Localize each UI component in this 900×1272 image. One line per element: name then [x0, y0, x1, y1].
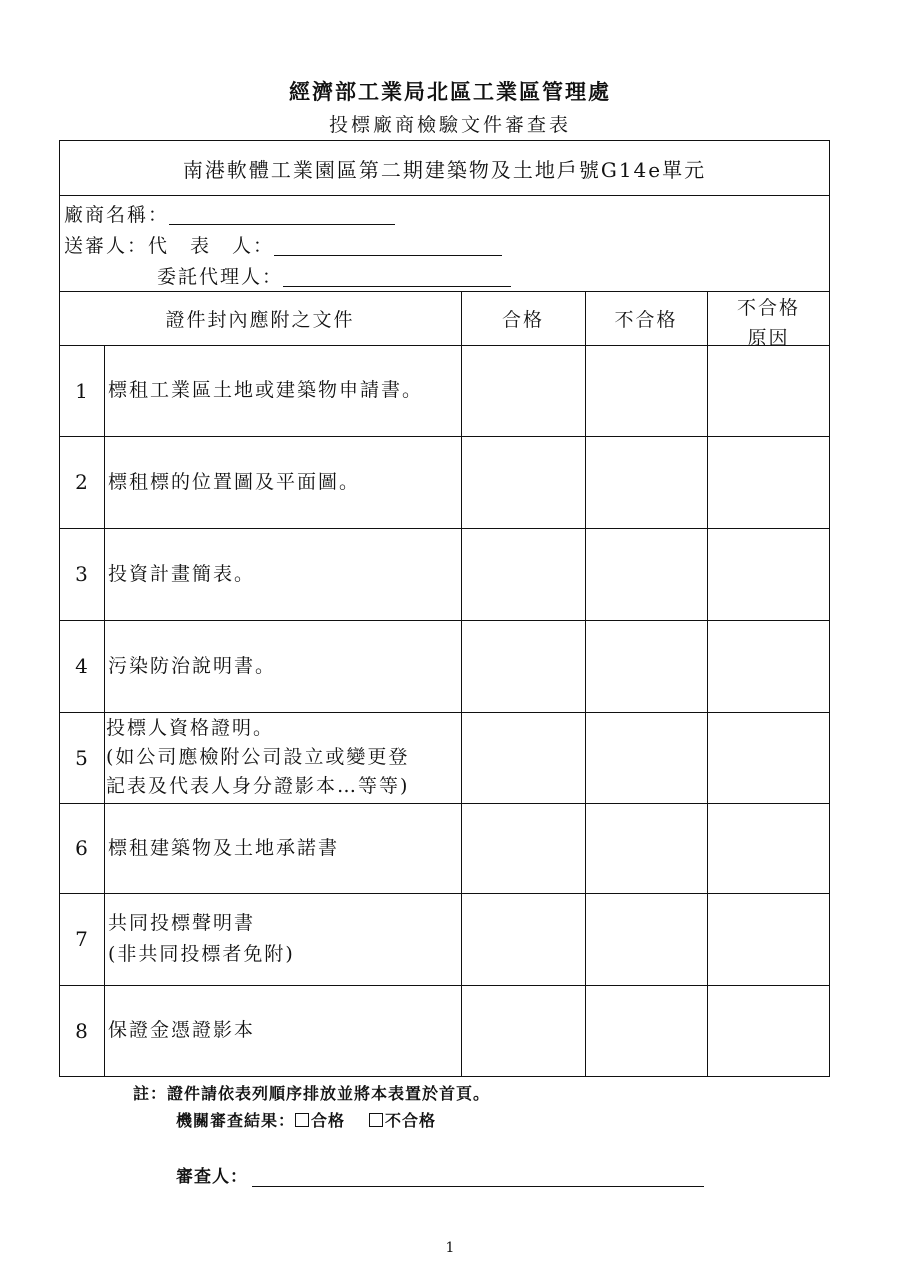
agent-blank[interactable] — [283, 264, 511, 287]
review-result — [176, 1108, 436, 1131]
row-number: 7 — [75, 927, 88, 951]
row-document — [108, 436, 458, 528]
vendor-name-label: 廠商名稱： — [64, 204, 170, 226]
reviewer-field[interactable] — [176, 1162, 704, 1187]
row-number: 6 — [75, 836, 88, 860]
divider — [104, 345, 105, 1076]
document-text: 投標人資格證明。 — [106, 717, 275, 739]
row-number: 1 — [75, 378, 88, 403]
document-text: 標租標的位置圖及平面圖。 — [108, 470, 361, 493]
row-number: 5 — [75, 745, 88, 770]
row-number: 8 — [75, 1018, 88, 1043]
row-document — [108, 803, 458, 893]
header-pass: 合格 — [501, 308, 544, 331]
row-document — [106, 712, 460, 803]
header-fail: 不合格 — [614, 308, 678, 331]
reviewer-blank[interactable] — [252, 1164, 704, 1187]
document-text: 投資計畫簡表。 — [108, 562, 256, 585]
form-title: 投標廠商檢驗文件審查表 — [328, 114, 571, 136]
row-document — [108, 345, 458, 436]
representative-blank[interactable] — [274, 233, 502, 256]
pass-checkbox[interactable] — [295, 1113, 309, 1127]
representative-field[interactable] — [64, 231, 502, 258]
row-document — [108, 620, 458, 712]
row-document — [108, 528, 458, 620]
document-text: (非共同投標者免附) — [108, 943, 295, 965]
document-text: 污染防治說明書。 — [108, 654, 277, 677]
header-documents: 證件封內應附之文件 — [165, 308, 355, 331]
representative-label: 代 表 人： — [148, 235, 275, 257]
agency-title: 經濟部工業局北區工業區管理處 — [289, 79, 611, 104]
document-text: 保證金憑證影本 — [108, 1019, 256, 1041]
pass-checkbox-label: 合格 — [311, 1111, 346, 1130]
submitter-label: 送審人： — [64, 235, 149, 257]
row-document — [108, 893, 458, 985]
vendor-name-blank[interactable] — [169, 202, 395, 225]
header-fail-reason — [707, 291, 830, 345]
row-document — [108, 985, 458, 1076]
fail-checkbox[interactable] — [369, 1113, 383, 1127]
divider — [461, 291, 462, 1076]
fail-checkbox-label: 不合格 — [385, 1111, 437, 1130]
agent-label: 委託代理人： — [157, 266, 284, 288]
reviewer-label: 審查人： — [176, 1167, 248, 1187]
project-title: 南港軟體工業園區第二期建築物及土地戶號G14e單元 — [182, 157, 707, 182]
row-number: 2 — [75, 470, 88, 494]
result-label: 機關審查結果： — [176, 1111, 296, 1130]
header-fail-reason-line2: 原因 — [747, 327, 790, 345]
divider — [707, 291, 708, 1076]
document-text: 共同投標聲明書 — [108, 912, 256, 934]
document-text: 標租建築物及土地承諾書 — [108, 836, 340, 859]
document-text: 記表及代表人身分證影本…等等) — [106, 775, 410, 797]
divider — [585, 291, 586, 1076]
header-fail-reason-line1: 不合格 — [736, 297, 800, 319]
row-number: 3 — [75, 562, 88, 586]
footer-note: 註：證件請依表列順序排放並將本表置於首頁。 — [133, 1084, 491, 1103]
document-text: (如公司應檢附公司設立或變更登 — [106, 746, 410, 768]
page-number: 1 — [445, 1240, 455, 1256]
vendor-name-field[interactable] — [64, 200, 395, 227]
row-number: 4 — [75, 654, 88, 678]
agent-field[interactable] — [157, 262, 511, 289]
document-text: 標租工業區土地或建築物申請書。 — [108, 379, 424, 401]
